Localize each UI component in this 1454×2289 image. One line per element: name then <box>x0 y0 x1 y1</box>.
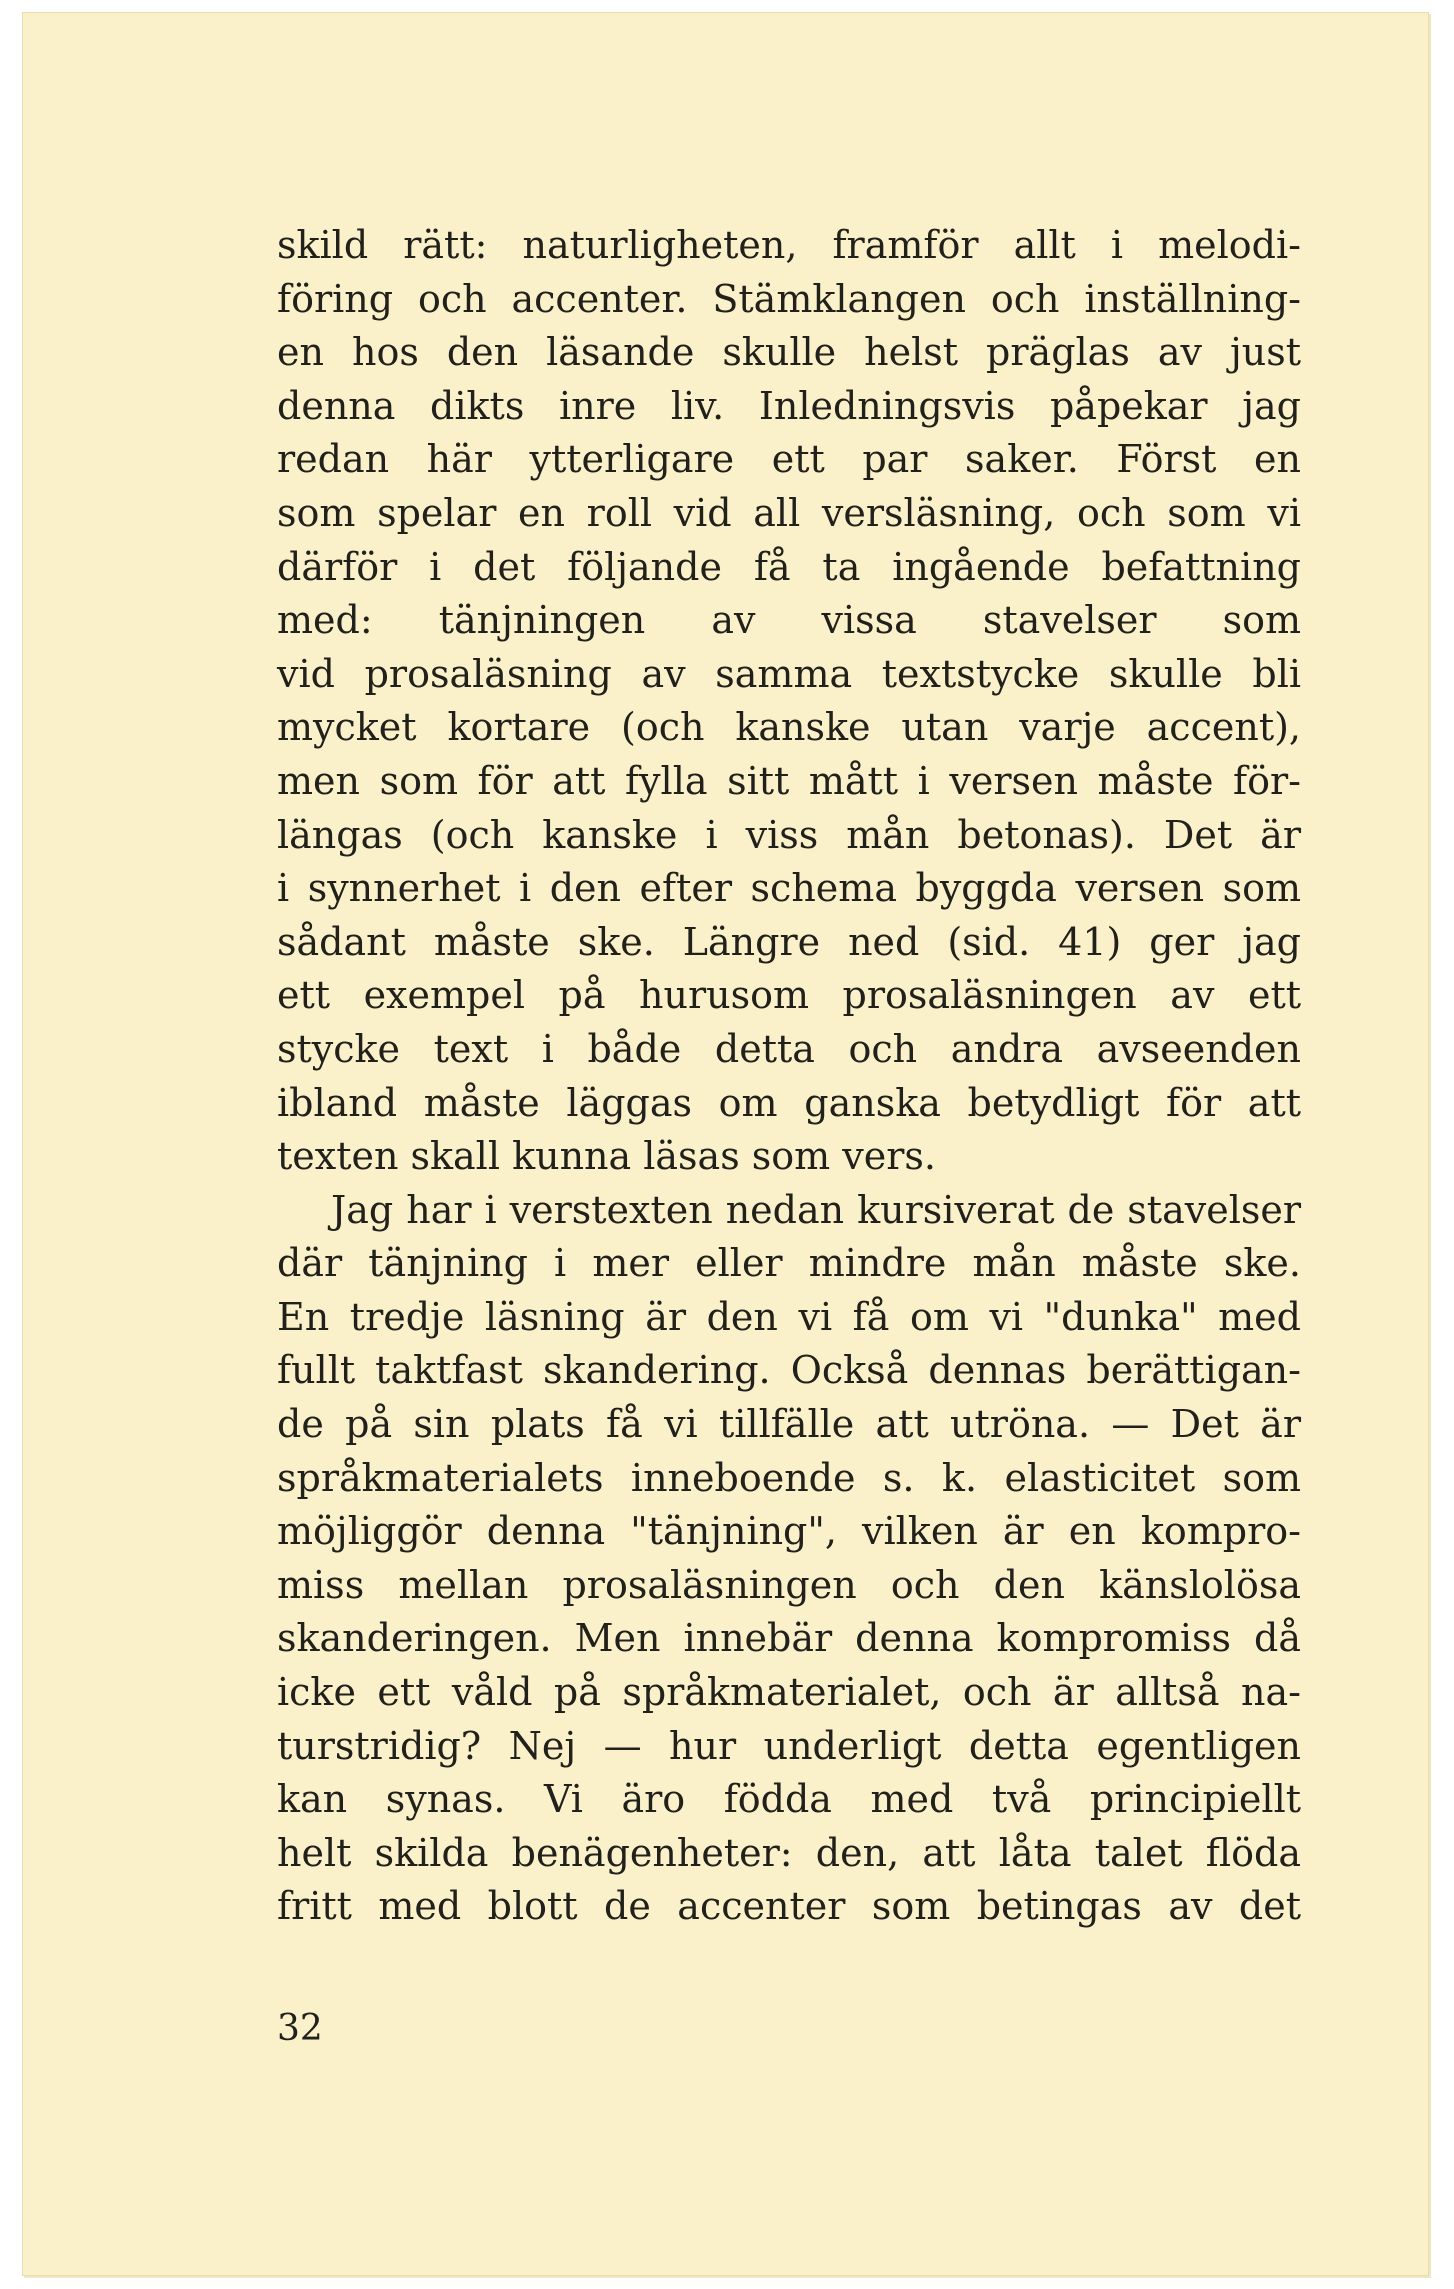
text-line: Jag har i verstexten nedan kursiverat de stavelser <box>331 1187 1301 1232</box>
text-line: ett exempel på hurusom prosaläsningen av ett <box>277 973 1301 1018</box>
text-line: men som för att fylla sitt mått i versen måste för- <box>277 758 1301 803</box>
text-line: kan synas. Vi äro födda med två principiellt <box>277 1777 1301 1822</box>
text-line: möjliggör denna "tänjning", vilken är en kompro- <box>277 1509 1301 1554</box>
text-line: miss mellan prosaläsningen och den känslolösa <box>277 1562 1301 1607</box>
text-line: fritt med blott de accenter som betingas av det <box>277 1884 1301 1929</box>
body-text <box>277 219 1301 1934</box>
page-number: 32 <box>277 2008 323 2049</box>
book-page <box>22 12 1429 2276</box>
text-line: i synnerhet i den efter schema byggda versen som <box>277 866 1301 911</box>
paragraph-1 <box>277 219 1301 1184</box>
text-line: som spelar en roll vid all versläsning, och som vi <box>277 490 1301 535</box>
text-line: vid prosaläsning av samma textstycke skulle bli <box>277 651 1301 696</box>
text-line: därför i det följande få ta ingående befattning <box>277 544 1301 589</box>
text-line: mycket kortare (och kanske utan varje accent), <box>277 705 1301 750</box>
text-line: längas (och kanske i viss mån betonas). Det är <box>277 812 1301 857</box>
text-line: texten skall kunna läsas som vers. <box>277 1134 936 1179</box>
text-line: med: tänjningen av vissa stavelser som <box>277 598 1301 643</box>
text-line: där tänjning i mer eller mindre mån måste ske. <box>277 1241 1301 1286</box>
text-line: sådant måste ske. Längre ned (sid. 41) ger jag <box>277 919 1301 964</box>
text-line: turstridig? Nej — hur underligt detta egentligen <box>277 1723 1301 1768</box>
text-line: redan här ytterligare ett par saker. Först en <box>277 437 1301 482</box>
text-line: fullt taktfast skandering. Också dennas berättigan- <box>277 1348 1301 1393</box>
text-line: stycke text i både detta och andra avseenden <box>277 1026 1301 1071</box>
text-line: språkmaterialets inneboende s. k. elasticitet som <box>277 1455 1301 1500</box>
paragraph-2 <box>277 1184 1301 1934</box>
text-line: icke ett våld på språkmaterialet, och är alltså na- <box>277 1670 1301 1715</box>
text-line: de på sin plats få vi tillfälle att utröna. — Det är <box>277 1402 1301 1447</box>
text-line: en hos den läsande skulle helst präglas av just <box>277 330 1301 375</box>
text-line: helt skilda benägenheter: den, att låta talet flöda <box>277 1830 1301 1875</box>
text-line: föring och accenter. Stämklangen och inställning- <box>277 276 1301 321</box>
text-line: denna dikts inre liv. Inledningsvis påpekar jag <box>277 383 1301 428</box>
text-line: ibland måste läggas om ganska betydligt för att <box>277 1080 1301 1125</box>
text-line: skild rätt: naturligheten, framför allt i melodi- <box>277 223 1301 267</box>
text-line: En tredje läsning är den vi få om vi "dunka" med <box>277 1294 1301 1339</box>
text-line: skanderingen. Men innebär denna kompromiss då <box>277 1616 1301 1661</box>
